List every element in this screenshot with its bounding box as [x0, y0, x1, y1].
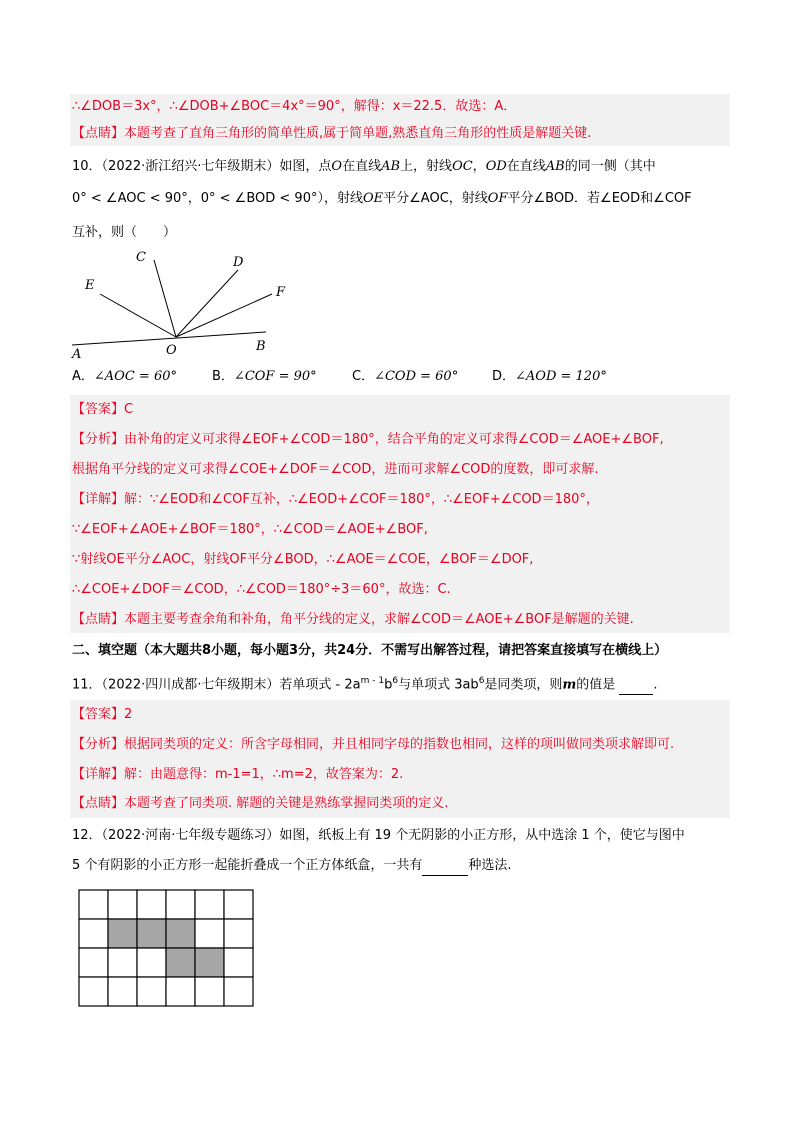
q10-angle-figure	[60, 242, 300, 360]
unshaded-square	[79, 948, 108, 977]
q12-stem-line2: 5 个有阴影的小正方形一起能折叠成一个正方体纸盒，一共有 种选法.	[72, 857, 512, 876]
shaded-square	[195, 948, 224, 977]
unshaded-square	[224, 890, 253, 919]
q12-square-grid	[78, 889, 258, 1009]
label-a: A	[72, 347, 82, 360]
q10-dianjing: 【点睛】本题主要考查余角和补角，角平分线的定义，求解∠COD＝∠AOE+∠BOF是解题的关键.	[72, 612, 634, 627]
unshaded-square	[224, 948, 253, 977]
q11-stem: 11．（2022·四川成都·七年级期末）若单项式 - $2a^{m - 1}b^6$与单项式 $3ab^6$是同类项，则m的值是 .	[72, 672, 658, 695]
q10-detail-4: ∴∠COE+∠DOF＝∠COD，∴∠COD＝180°÷3＝60°，故选：C.	[72, 582, 451, 597]
label-d: D	[233, 255, 244, 270]
unshaded-square	[137, 948, 166, 977]
q11-answer: 【答案】2	[72, 707, 133, 722]
unshaded-square	[137, 977, 166, 1006]
section-heading-fill-in: 二、填空题（本大题共8小题，每小题3分，共24分．不需写出解答过程，请把答案直接填写在横线上）	[72, 643, 668, 658]
q10-option-a: A．∠AOC = 60°	[72, 369, 177, 384]
unshaded-square	[108, 948, 137, 977]
unshaded-square	[166, 890, 195, 919]
q10-option-b: B．∠COF = 90°	[212, 369, 317, 384]
unshaded-square	[224, 977, 253, 1006]
unshaded-square	[79, 890, 108, 919]
q10-detail-3: ∵射线OE平分∠AOC，射线OF平分∠BOD，∴∠AOE＝∠COE，∠BOF＝∠DOF,	[72, 552, 534, 567]
label-c: C	[136, 250, 146, 265]
q10-option-c: C．∠COD = 60°	[352, 369, 459, 384]
q10-stem-line1: 10．（2022·浙江绍兴·七年级期末）如图，点O在直线AB上，射线OC，OD在直线AB的同一侧（其中	[72, 159, 656, 174]
ray-oc	[154, 260, 176, 337]
q12-stem-line1: 12．（2022·河南·七年级专题练习）如图，纸板上有 19 个无阴影的小正方形，从中选涂 1 个，使它与图中	[72, 828, 685, 843]
q11-dianjing: 【点睛】本题考查了同类项. 解题的关键是熟练掌握同类项的定义.	[72, 796, 449, 811]
unshaded-square	[137, 890, 166, 919]
q10-detail-2: ∵∠EOF+∠AOE+∠BOF＝180°，∴∠COD＝∠AOE+∠BOF,	[72, 522, 428, 537]
ray-of	[176, 294, 272, 337]
label-o: O	[166, 343, 177, 358]
ray-oe	[100, 294, 176, 337]
unshaded-square	[195, 919, 224, 948]
ray-od	[176, 270, 238, 337]
q10-detail-1: 【详解】解：∵∠EOD和∠COF互补，∴∠EOD+∠COF＝180°，∴∠EOF+∠COD＝180°，	[72, 492, 599, 507]
q10-analysis-1: 【分析】由补角的定义可求得∠EOF+∠COD＝180°，结合平角的定义可求得∠COD＝∠AOE+∠BOF,	[72, 432, 664, 447]
q11-analysis: 【分析】根据同类项的定义：所含字母相同，并且相同字母的指数也相同，这样的项叫做同类项求解即可.	[72, 737, 675, 752]
q10-analysis-2: 根据角平分线的定义可求得∠COE+∠DOF＝∠COD，进而可求解∠COD的度数，即可求解.	[72, 462, 599, 477]
q11-answer-blank	[619, 676, 653, 695]
q10-option-d: D．∠AOD = 120°	[492, 369, 607, 384]
q9-solution-line: ∴∠DOB＝3x°，∴∠DOB+∠BOC＝4x°＝90°，解得：x＝22.5．故选：A．	[72, 99, 517, 114]
q11-detail: 【详解】解：由题意得：m-1=1，∴m=2，故答案为：2.	[72, 767, 404, 782]
label-b: B	[256, 339, 266, 354]
q10-stem-line2: 0° < ∠AOC < 90°，0° < ∠BOD < 90°），射线OE平分∠AOC，射线OF平分∠BOD．若∠EOD和∠COF	[72, 191, 692, 206]
q12-answer-blank	[422, 857, 468, 876]
label-f: F	[276, 285, 286, 300]
label-e: E	[85, 278, 95, 293]
unshaded-square	[108, 977, 137, 1006]
unshaded-square	[79, 919, 108, 948]
shaded-square	[137, 919, 166, 948]
shaded-square	[166, 948, 195, 977]
unshaded-square	[195, 890, 224, 919]
unshaded-square	[79, 977, 108, 1006]
shaded-square	[108, 919, 137, 948]
q9-dianjing: 【点睛】本题考查了直角三角形的简单性质,属于简单题,熟悉直角三角形的性质是解题关键.	[72, 126, 592, 141]
unshaded-square	[224, 919, 253, 948]
q10-answer: 【答案】C	[72, 402, 134, 417]
shaded-square	[166, 919, 195, 948]
unshaded-square	[195, 977, 224, 1006]
q10-stem-line3: 互补，则（ ）	[72, 225, 177, 240]
unshaded-square	[166, 977, 195, 1006]
unshaded-square	[108, 890, 137, 919]
